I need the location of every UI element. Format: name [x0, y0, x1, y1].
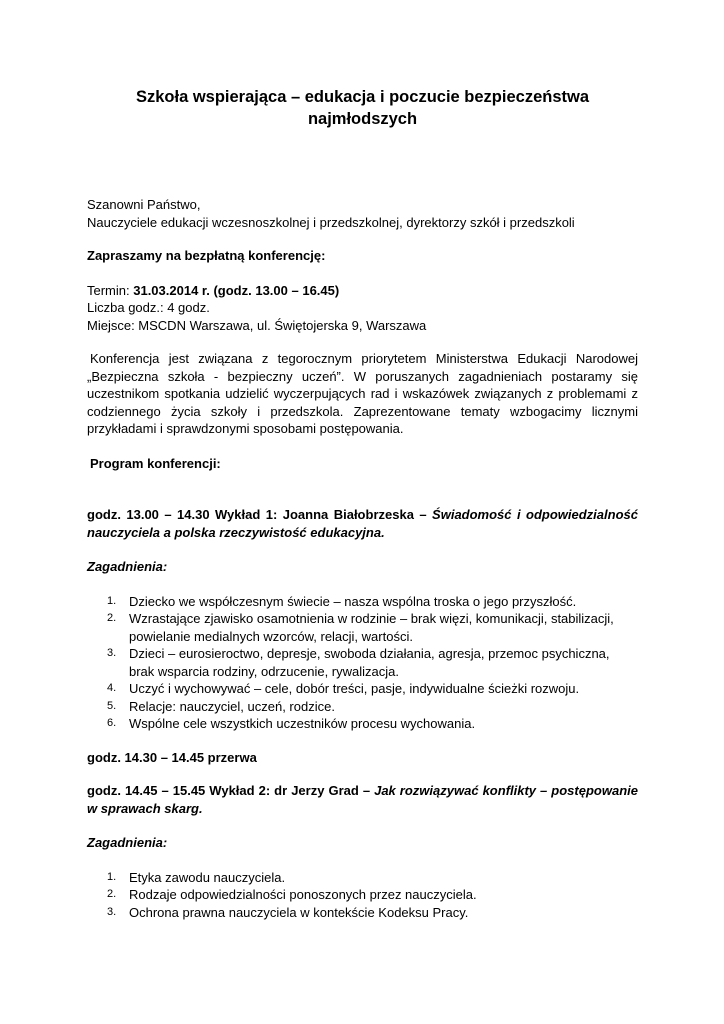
lecture-1-title: Świadomość i odpowiedzialność nauczyciela a polska rzeczywistość edukacyjna.: [87, 507, 638, 540]
list-item-text: Etyka zawodu nauczyciela.: [129, 869, 286, 885]
list-item-text: Wspólne cele wszystkich uczestników procesu wychowania.: [129, 716, 476, 731]
list-item-number: 6.: [107, 717, 117, 729]
list-item: [87, 593, 638, 611]
lecture-1-time-speaker: godz. 13.00 – 14.30 Wykład 1: Joanna Białobrzeska –: [87, 507, 433, 522]
list-item-text: Dziecko we współczesnym świecie – nasza wspólna troska o jego przyszłość.: [129, 593, 577, 609]
term-label: Termin:: [87, 282, 134, 298]
event-term: [87, 282, 638, 300]
title-line-1: Szkoła wspierająca – edukacja i poczucie bezpieczeństwa: [135, 88, 590, 106]
event-hours: Liczba godz.: 4 godz.: [87, 300, 210, 315]
term-value: 31.03.2014 r. (godz. 13.00 – 16.45): [133, 282, 340, 298]
list-item-text: Uczyć i wychowywać – cele, dobór treści, pasje, indywidualne ścieżki rozwoju.: [129, 681, 580, 696]
salutation: [87, 196, 638, 231]
invitation-heading: Zapraszamy na bezpłatną konferencję:: [87, 248, 326, 263]
salutation-audience: Nauczyciele edukacji wczesnoszkolnej i przedszkolnej, dyrektorzy szkół i przedszkoli: [87, 214, 575, 230]
break-line: godz. 14.30 – 14.45 przerwa: [87, 749, 257, 765]
lecture-1-topics-list: [87, 593, 638, 733]
list-item: [87, 886, 638, 904]
list-item-number: 5.: [107, 699, 117, 712]
lecture-2-title: Jak rozwiązywać konflikty – postępowanie w sprawach skarg.: [87, 783, 638, 816]
lecture-1-heading: [87, 506, 638, 541]
lecture-2-topics-label: Zagadnienia:: [87, 835, 168, 850]
title-line-2: najmłodszych: [307, 110, 418, 128]
list-item: [87, 904, 638, 922]
list-item: [87, 869, 638, 887]
document-title: [87, 86, 638, 130]
list-item-number: 3.: [107, 905, 117, 918]
list-item-number: 2.: [107, 888, 117, 900]
list-item: [87, 645, 638, 680]
salutation-greeting: Szanowni Państwo,: [87, 197, 201, 212]
lecture-1-topics-label: Zagadnienia:: [87, 559, 168, 574]
lecture-2-time-speaker: godz. 14.45 – 15.45 Wykład 2: dr Jerzy Grad –: [87, 783, 375, 798]
event-place: Miejsce: MSCDN Warszawa, ul. Świętojerska 9, Warszawa: [87, 317, 427, 333]
list-item-text: Dzieci – eurosieroctwo, depresje, swoboda działania, agresja, przemoc psychiczna, brak wsparcia rodziny, odrzucenie, rywalizacja.: [129, 646, 610, 679]
intro-paragraph: Konferencja jest związana z tegorocznym priorytetem Ministerstwa Edukacji Narodowej „Bezpieczna szkoła - bezpieczny uczeń”. W poruszanych zagadnieniach postaramy się uczestnikom spotkania udzielić wyczerpujących rad i wskazówek związanych z problemami z codziennego życia szkoły i przedszkola. Zaprezentowane tematy wzbogacimy licznymi przykładami i sprawdzonymi sposobami postępowania.: [87, 351, 638, 436]
program-heading: Program konferencji:: [90, 455, 221, 471]
list-item-number: 4.: [107, 682, 117, 694]
list-item: [87, 698, 638, 716]
list-item-text: Wzrastające zjawisko osamotnienia w rodzinie – brak więzi, komunikacji, stabilizacji, powielanie medialnych wzorców, relacji, wartości.: [129, 611, 614, 644]
list-item-text: Ochrona prawna nauczyciela w kontekście Kodeksu Pracy.: [129, 904, 469, 920]
document-content: [87, 86, 638, 921]
list-item-number: 3.: [107, 647, 117, 659]
list-item-number: 1.: [107, 870, 117, 883]
list-item-number: 1.: [107, 594, 117, 607]
list-item: [87, 610, 638, 645]
list-item-number: 2.: [107, 612, 117, 624]
list-item-text: Rodzaje odpowiedzialności ponoszonych przez nauczyciela.: [129, 887, 477, 902]
list-item-text: Relacje: nauczyciel, uczeń, rodzice.: [129, 698, 335, 714]
event-details: [87, 282, 638, 335]
list-item: [87, 715, 638, 733]
list-item: [87, 680, 638, 698]
lecture-2-heading: [87, 782, 638, 817]
lecture-2-topics-list: [87, 869, 638, 922]
